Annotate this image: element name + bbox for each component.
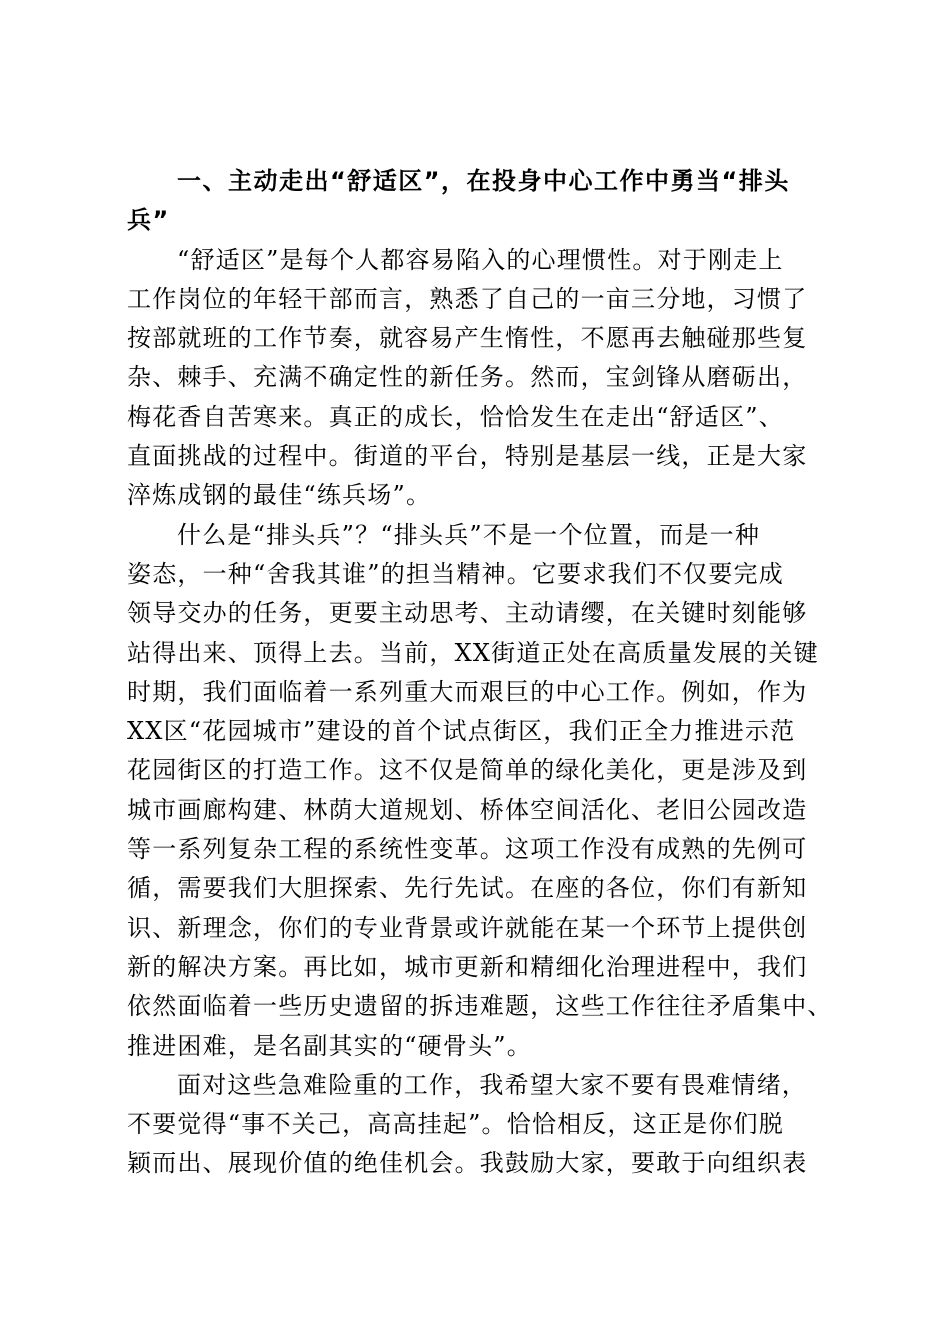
paragraph-line: 不要觉得“事不关己，高高挂起”。恰恰相反，这正是你们脱 xyxy=(127,1110,784,1139)
paragraph-line: 循，需要我们大胆探索、先行先试。在座的各位，你们有新知 xyxy=(127,874,808,903)
paragraph-line: 什么是“排头兵”？“排头兵”不是一个位置，而是一种 xyxy=(177,520,761,549)
paragraph-line: 花园街区的打造工作。这不仅是简单的绿化美化，更是涉及到 xyxy=(127,756,808,785)
paragraph-line: 按部就班的工作节奏，就容易产生惰性，不愿再去触碰那些复 xyxy=(127,324,808,353)
paragraph-line: 依然面临着一些历史遗留的拆违难题，这些工作往往矛盾集中、 xyxy=(127,992,833,1021)
heading-line: 一、主动走出“舒适区”，在投身中心工作中勇当“排头 xyxy=(177,167,790,195)
paragraph-line: 梅花香自苦寒来。真正的成长，恰恰发生在走出“舒适区”、 xyxy=(127,402,784,431)
paragraph-line: 站得出来、顶得上去。当前，XX街道正处在高质量发展的关键 xyxy=(127,638,819,667)
paragraph-comfort-zone xyxy=(127,241,827,516)
paragraph-line: 推进困难，是名副其实的“硬骨头”。 xyxy=(127,1031,532,1060)
paragraph-line: 领导交办的任务，更要主动思考、主动请缨，在关键时刻能够 xyxy=(127,599,808,628)
section-heading xyxy=(127,162,827,241)
paragraph-line: 识、新理念，你们的专业背景或许就能在某一个环节上提供创 xyxy=(127,913,808,942)
document-body xyxy=(127,162,833,1184)
paragraph-line: XX区“花园城市”建设的首个试点街区，我们正全力推进示范 xyxy=(127,717,796,746)
paragraph-line: 直面挑战的过程中。街道的平台，特别是基层一线，正是大家 xyxy=(127,442,808,471)
paragraph-line: 姿态，一种“舍我其谁”的担当精神。它要求我们不仅要完成 xyxy=(127,559,784,588)
paragraph-line: 等一系列复杂工程的系统性变革。这项工作没有成熟的先例可 xyxy=(127,835,808,864)
paragraph-line: 面对这些急难险重的工作，我希望大家不要有畏难情绪， xyxy=(177,1070,807,1099)
heading-line: 兵” xyxy=(127,206,170,235)
paragraph-line: 颖而出、展现价值的绝佳机会。我鼓励大家，要敢于向组织表 xyxy=(127,1149,808,1178)
paragraph-line: 淬炼成钢的最佳“练兵场”。 xyxy=(127,481,432,510)
paragraph-vanguard xyxy=(127,516,833,1066)
paragraph-line: 杂、棘手、充满不确定性的新任务。然而，宝剑锋从磨砺出， xyxy=(127,363,808,392)
paragraph-line: 城市画廊构建、林荫大道规划、桥体空间活化、老旧公园改造 xyxy=(127,795,808,824)
paragraph-line: 新的解决方案。再比如，城市更新和精细化治理进程中，我们 xyxy=(127,952,808,981)
paragraph-line: “舒适区”是每个人都容易陷入的心理惯性。对于刚走上 xyxy=(177,245,784,274)
paragraph-line: 时期，我们面临着一系列重大而艰巨的中心工作。例如，作为 xyxy=(127,677,808,706)
paragraph-line: 工作岗位的年轻干部而言，熟悉了自己的一亩三分地，习惯了 xyxy=(127,284,808,313)
paragraph-challenges xyxy=(127,1066,827,1184)
